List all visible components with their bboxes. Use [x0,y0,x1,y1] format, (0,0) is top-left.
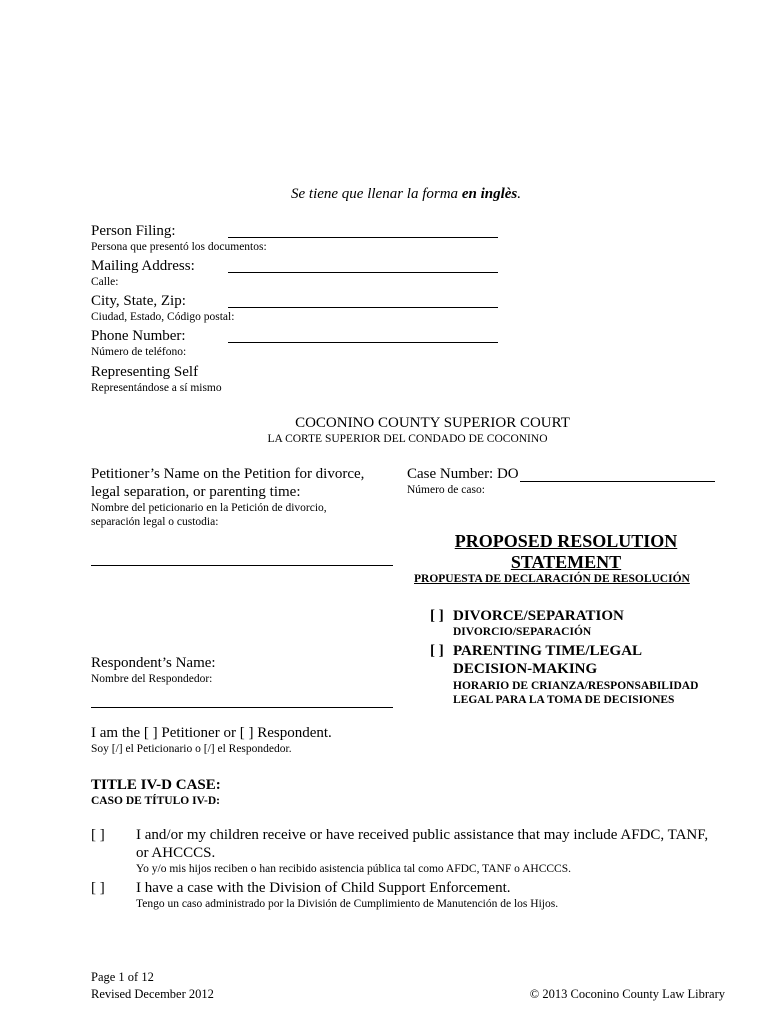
document-title-line2: STATEMENT [510,552,622,572]
parenting-option-label-es-1: HORARIO DE CRIANZA/RESPONSABILIDAD [453,680,699,692]
title-ivd-heading-es: CASO DE TÍTULO IV-D: [91,795,220,807]
person-filing-label: Person Filing: [91,223,176,239]
respondent-name-field[interactable] [91,692,393,708]
public-assistance-text-1: I and/or my children receive or have received public assistance that may include AFDC, TANF, [136,827,709,843]
public-assistance-text-2: or AHCCCS. [136,845,216,861]
court-name: COCONINO COUNTY SUPERIOR COURT [295,415,570,431]
petitioner-label-es-1: Nombre del peticionario en la Petición de divorcio, [91,502,327,514]
instruction-prefix: Se tiene que llenar la forma [291,186,462,202]
mailing-address-field[interactable] [228,257,498,273]
representing-self-label-es: Representándose a sí mismo [91,382,222,394]
petitioner-label-1: Petitioner’s Name on the Petition for divorce, [91,466,365,482]
child-support-case-checkbox[interactable]: [ ] [91,880,105,896]
public-assistance-checkbox[interactable]: [ ] [91,827,105,843]
city-state-zip-label-es: Ciudad, Estado, Código postal: [91,311,235,323]
petitioner-name-field[interactable] [91,550,393,566]
parenting-option-label-1: PARENTING TIME/LEGAL [453,643,643,659]
divorce-checkbox[interactable]: [ ] [430,608,444,624]
city-state-zip-label: City, State, Zip: [91,293,186,309]
document-title-line1: PROPOSED RESOLUTION [454,531,678,551]
petitioner-label-2: legal separation, or parenting time: [91,484,301,500]
person-filing-field[interactable] [228,222,498,238]
parenting-option-label-es-2: LEGAL PARA LA TOMA DE DECISIONES [453,694,675,706]
child-support-case-text: I have a case with the Division of Child Support Enforcement. [136,880,511,896]
case-number-label: Case Number: DO [407,466,519,482]
phone-number-field[interactable] [228,327,498,343]
child-support-case-text-es: Tengo un caso administrado por la División de Cumplimiento de Manutención de los Hijos. [136,898,559,910]
phone-number-label: Phone Number: [91,328,186,344]
mailing-address-label-es: Calle: [91,276,119,288]
instruction-bold: en inglès [461,186,518,202]
respondent-label-es: Nombre del Respondedor: [91,673,213,685]
phone-number-label-es: Número de teléfono: [91,346,187,358]
petitioner-label-es-2: separación legal o custodia: [91,516,219,528]
public-assistance-text-es: Yo y/o mis hijos reciben o han recibido asistencia pública tal como AFDC, TANF o AHCCCS. [136,863,571,875]
respondent-label: Respondent’s Name: [91,655,216,671]
party-role-statement: I am the [ ] Petitioner or [ ] Respondent. [91,725,332,741]
parenting-checkbox[interactable]: [ ] [430,643,444,659]
instruction-suffix: . [517,186,521,202]
case-number-field[interactable] [520,466,715,482]
court-name-es: LA CORTE SUPERIOR DEL CONDADO DE COCONINO [267,433,548,445]
person-filing-label-es: Persona que presentó los documentos: [91,241,267,253]
city-state-zip-field[interactable] [228,292,498,308]
parenting-option-label-2: DECISION-MAKING [453,661,598,677]
divorce-option-label-es: DIVORCIO/SEPARACIÓN [453,626,592,638]
divorce-option-label: DIVORCE/SEPARATION [453,608,624,624]
footer-revised-date: Revised December 2012 [91,987,214,1001]
footer-page-number: Page 1 of 12 [91,970,154,984]
case-number-label-es: Número de caso: [407,484,485,496]
party-role-statement-es: Soy [/] el Peticionario o [/] el Respondedor. [91,743,292,755]
document-title-es: PROPUESTA DE DECLARACIÓN DE RESOLUCIÓN [414,573,690,585]
instruction-text [291,186,521,203]
mailing-address-label: Mailing Address: [91,258,195,274]
title-ivd-heading: TITLE IV-D CASE: [91,777,221,793]
representing-self-label: Representing Self [91,364,199,380]
footer-copyright: © 2013 Coconino County Law Library [529,987,725,1001]
